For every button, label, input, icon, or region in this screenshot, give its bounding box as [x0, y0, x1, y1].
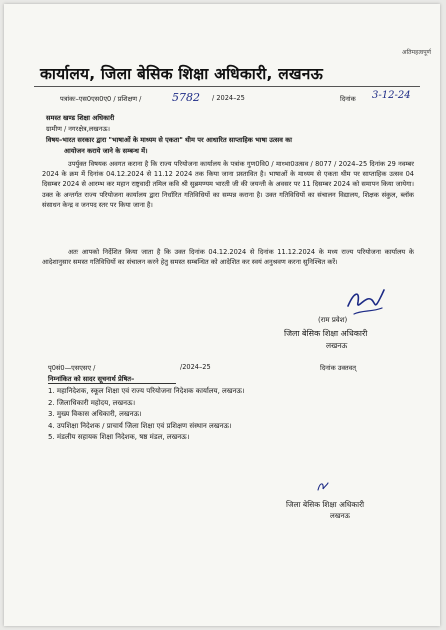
- letter-ref-year: / 2024–25: [212, 94, 245, 102]
- subject-line1: विषय–भारत सरकार द्वारा "भाषाओं के माध्यम से एकता" थीम पर आधारित साप्ताहिक भाषा उत्सव का: [46, 136, 292, 144]
- letter-date-value: 3-12-24: [372, 90, 411, 101]
- copy-heading: निम्नांकित को सादर सूचनार्थ प्रेषित–: [48, 375, 135, 383]
- signature-image: [344, 286, 388, 320]
- list-item: 5. मंडलीय सहायक शिक्षा निदेशक, षष्ठ मंडल, लखनऊ।: [48, 433, 190, 442]
- list-item: 4. उपशिक्षा निदेशक / प्राचार्य जिला शिक्षा एवं प्रशिक्षण संस्थान लखनऊ।: [48, 421, 232, 430]
- addressee-line1: समस्त खण्ड शिक्षा अधिकारी: [46, 114, 115, 122]
- body-paragraph-2: अतः आपको निर्देशित किया जाता है कि उक्त दिनांक 04.12.2024 से दिनांक 11.12.2024 के मध्य राज्य परियोजना कार्यालय के आदेशानुसार समस्त गतिविधियों का संचालन करने हेतु समस्त सम्बन्धित को आदेशित कर स्वयं अनुश्रवण करना सुनिश्चित करें।: [42, 248, 414, 267]
- list-item: 2. जिलाधिकारी महोदय, लखनऊ।: [48, 398, 136, 407]
- copy-ref-prefix: पृ0सं0—एसएसए /: [48, 364, 96, 372]
- signatory1-place: लखनऊ: [326, 341, 348, 350]
- copy-ref-year: /2024–25: [180, 363, 211, 371]
- letter-ref-number: 5782: [172, 91, 200, 104]
- priority-note: अतिमहत्वपूर्ण: [402, 49, 432, 56]
- signatory1-name: (राम प्रवेश): [318, 316, 348, 324]
- copy-recipient-list: [48, 386, 245, 444]
- letter-ref-prefix: पत्रांकः–एस0एस0ए0 / प्रशिक्षण /: [60, 95, 142, 103]
- list-item: 3. मुख्य विकास अधिकारी, लखनऊ।: [48, 410, 142, 419]
- subject-line2: आयोजन कराये जाने के सम्बन्ध में।: [64, 147, 148, 155]
- signatory2-place: लखनऊ: [330, 512, 350, 520]
- letter-date-label: दिनांक: [340, 95, 356, 103]
- office-header: कार्यालय, जिला बेसिक शिक्षा अधिकारी, लखनऊ: [40, 65, 323, 83]
- header-divider: [34, 86, 420, 87]
- addressee-line2: ग्रामीण / नगरक्षेत्र,लखनऊ।: [46, 125, 110, 133]
- signatory2-designation: जिला बेसिक शिक्षा अधिकारी: [286, 500, 365, 509]
- signatory1-designation: जिला बेसिक शिक्षा अधिकारी: [284, 329, 368, 338]
- initial-mark-image: [316, 480, 330, 494]
- copy-ref-date: दिनांक उक्तवत्: [320, 364, 357, 372]
- body-paragraph-1: उपर्युक्त विषयक अवगत कराना है कि राज्य परियोजना कार्यालय के पत्रांक गुण0वि0 / माध्भा0उत्सव / 8077 / 2024–25 दिनांक 29 नवम्बर 2024 के क्रम में दिनांक 04.12.2024 से 11.12 2024 तक किया जाना प्रस्तावित है। भाषाओं के माध्यम से एकता थीम पर साप्ताहिक उत्सव 04 दिसम्बर 2024 से आरम्भ कर महान राष्ट्रवादी तमिल कवि श्री सुब्रमण्यम भारती जी की जयन्ती के अवसर पर 11 दिसम्बर 2024 को समापन किया जायेगा। उक्त के अन्तर्गत राज्य परियोजना कार्यालय द्वारा निर्धारित गतिविधियों का सम्पन्न कराना है। उक्त गतिविधियों का संचालन विद्यालय, शिक्षक संकुल, ब्लॉक संसाधन केन्द्र व जनपद स्तर पर किया जाना है।: [42, 160, 414, 209]
- copy-heading-underline: [48, 383, 176, 384]
- list-item: 1. महानिदेशक, स्कूल शिक्षा एवं राज्य परियोजना निदेशक कार्यालय, लखनऊ।: [48, 387, 245, 395]
